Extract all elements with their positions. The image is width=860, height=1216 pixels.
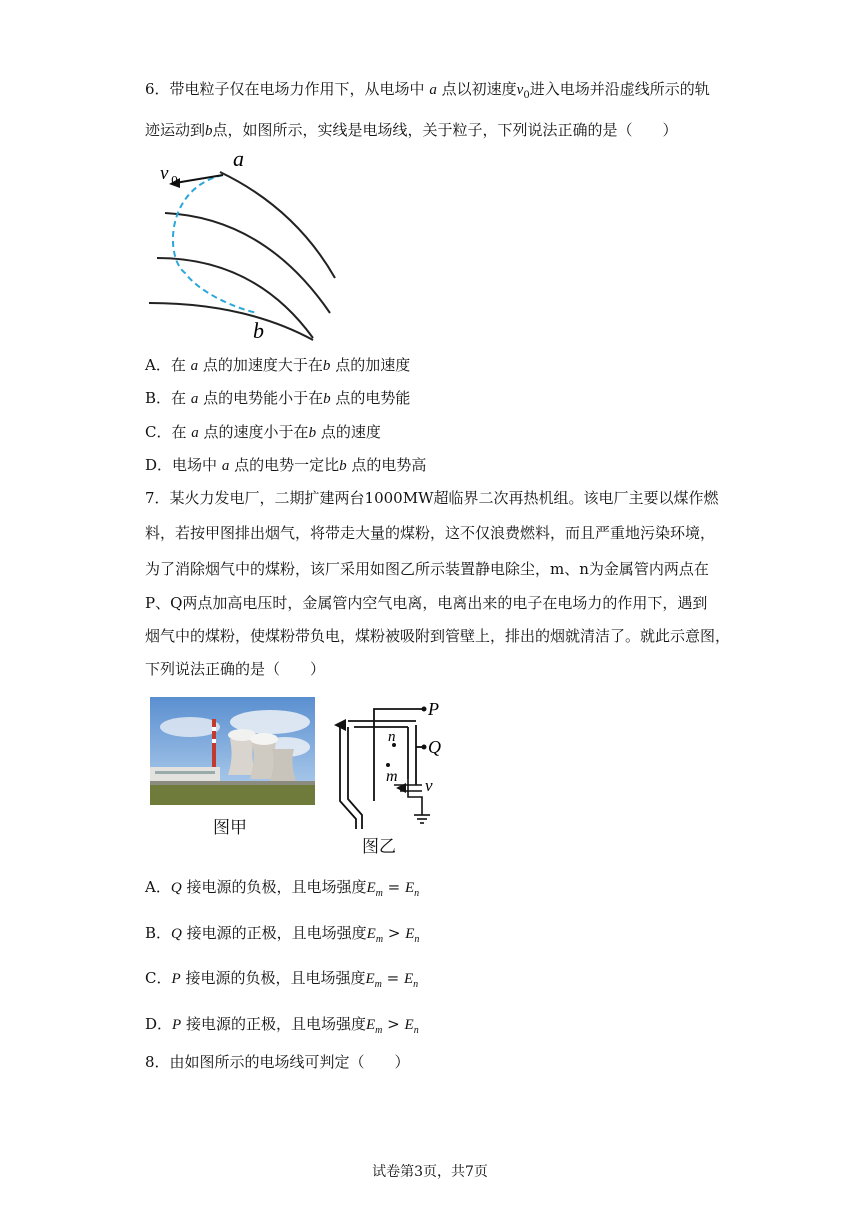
svg-text:m: m — [386, 768, 398, 785]
svg-text:Q: Q — [428, 737, 441, 757]
svg-text:n: n — [388, 729, 396, 745]
velocity-arrow-line — [175, 175, 223, 183]
q6-option-c[interactable]: C．在 a 点的速度小于在b 点的速度 — [145, 423, 381, 441]
field-line-2 — [165, 213, 330, 313]
q7-option-c[interactable]: C．P 接电源的负极，且电场强度$E_m = E_n$ — [145, 969, 419, 990]
q6-stem-line2: 迹运动到b点，如图所示，实线是电场线，关于粒子，下列说法正确的是（ ） — [145, 121, 678, 139]
q7-stem-line4: P、Q两点加高电压时，金属管内空气电离，电离出来的电子在电场力的作用下，遇到 — [145, 594, 708, 612]
q7-option-a[interactable]: A．Q 接电源的负极，且电场强度$E_m = E_n$ — [145, 878, 420, 899]
field-line-1 — [220, 172, 335, 278]
q7-stem-line5: 烟气中的煤粉，使煤粉带负电，煤粉被吸附到管壁上，排出的烟就清洁了。就此示意图， — [145, 627, 731, 645]
svg-text:P: P — [428, 699, 439, 719]
fig-jia-caption: 图甲 — [213, 818, 247, 838]
q6-option-a[interactable]: A．在 a 点的加速度大于在b 点的加速度 — [145, 356, 411, 374]
q7-stem-line3: 为了消除烟气中的煤粉，该厂采用如图乙所示装置静电除尘，m、n为金属管内两点在 — [145, 560, 709, 578]
trajectory-dashed — [173, 175, 257, 313]
power-plant-photo — [150, 697, 315, 805]
fig-yi-caption: 图乙 — [362, 837, 396, 857]
q6-option-d[interactable]: D．电场中 a 点的电势一定比b 点的电势高 — [145, 456, 427, 474]
page-footer: 试卷第3页，共7页 — [372, 1164, 488, 1180]
svg-text:a: a — [233, 148, 244, 171]
q7-stem-line1: 7．某火力发电厂，二期扩建两台1000MW超临界二次再热机组。该电厂主要以煤作燃 — [145, 489, 719, 507]
q7-option-b[interactable]: B．Q 接电源的正极，且电场强度$E_m > E_n$ — [145, 924, 420, 945]
svg-text:v: v — [425, 776, 433, 795]
q7-stem-line2: 料，若按甲图排出烟气，将带走大量的煤粉，这不仅浪费燃料，而且严重地污染环境， — [145, 524, 716, 542]
q6-stem-line1: 6．带电粒子仅在电场力作用下，从电场中 a 点以初速度$v_0$进入电场并沿虚线所示的轨 — [145, 80, 710, 101]
q7-stem-line6: 下列说法正确的是（ ） — [145, 660, 326, 678]
svg-text:b: b — [253, 318, 264, 343]
precipitator-diagram — [330, 697, 445, 831]
q7-option-d[interactable]: D．P 接电源的正极，且电场强度$E_m > E_n$ — [145, 1015, 419, 1036]
q8-stem: 8．由如图所示的电场线可判定（ ） — [145, 1053, 410, 1071]
svg-text:0: 0 — [171, 174, 178, 187]
q6-field-figure — [145, 148, 345, 343]
q6-option-b[interactable]: B．在 a 点的电势能小于在b 点的电势能 — [145, 389, 411, 407]
svg-text:v: v — [160, 163, 169, 184]
field-line-3 — [157, 258, 313, 338]
